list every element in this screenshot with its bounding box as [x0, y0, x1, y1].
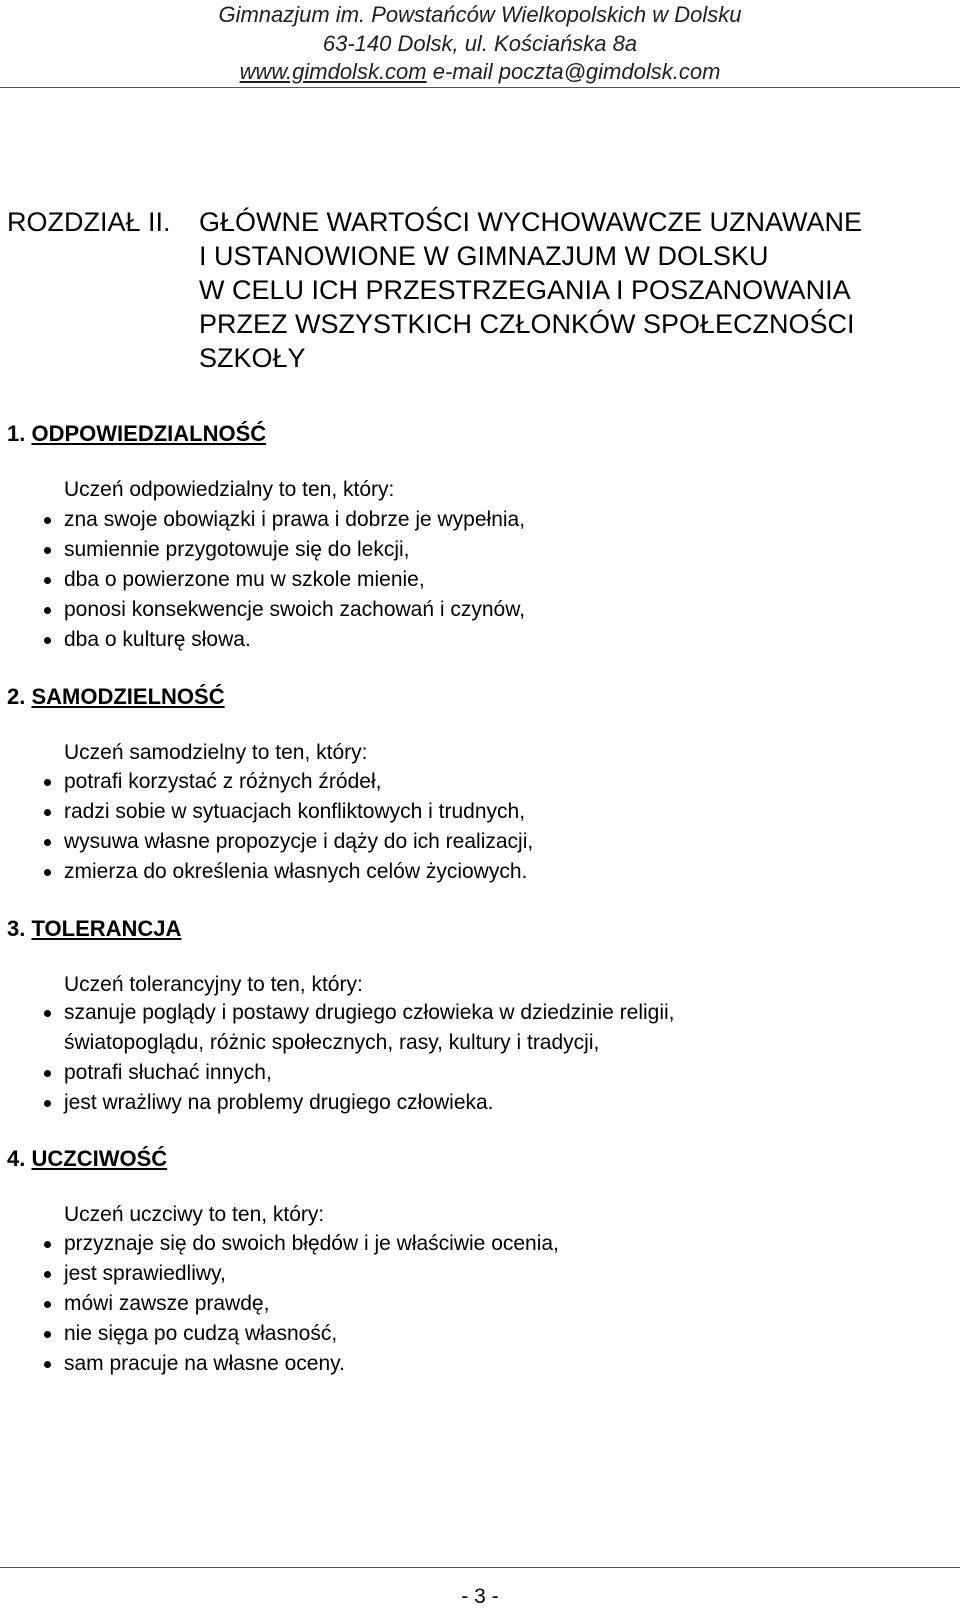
- bullet-icon: [44, 779, 51, 786]
- section-intro: Uczeń uczciwy to ten, który:: [64, 1203, 325, 1226]
- section-heading-responsibility: [7, 420, 266, 448]
- bullet-icon: [44, 607, 51, 614]
- bullet-icon: [44, 1331, 51, 1338]
- list-item: sam pracuje na własne oceny.: [0, 1349, 960, 1379]
- bullet-icon: [44, 839, 51, 846]
- list-item: zmierza do określenia własnych celów życiowych.: [0, 857, 960, 887]
- bullet-icon: [44, 1100, 51, 1107]
- list-item: przyznaje się do swoich błędów i je właściwie ocenia,: [0, 1229, 960, 1259]
- value-list-responsibility: [0, 505, 960, 655]
- value-list-honesty: [0, 1229, 960, 1379]
- bullet-icon: [44, 869, 51, 876]
- chapter-title-line: W CELU ICH PRZESTRZEGANIA I POSZANOWANIA: [199, 275, 851, 305]
- email-text: e-mail poczta@gimdolsk.com: [432, 59, 721, 84]
- chapter-title-line: GŁÓWNE WARTOŚCI WYCHOWAWCZE UZNAWANE: [199, 207, 862, 237]
- bullet-icon: [44, 637, 51, 644]
- section-number: 1.: [7, 421, 26, 446]
- list-item: szanuje poglądy i postawy drugiego człowieka w dziedzinie religii,: [0, 998, 960, 1028]
- list-item: jest wrażliwy na problemy drugiego człowieka.: [0, 1088, 960, 1118]
- list-item: wysuwa własne propozycje i dąży do ich realizacji,: [0, 827, 960, 857]
- list-item: jest sprawiedliwy,: [0, 1259, 960, 1289]
- section-heading-tolerance: [7, 915, 181, 943]
- section-heading-independence: [7, 683, 225, 711]
- document-header: [0, 0, 960, 89]
- list-item: dba o kulturę słowa.: [0, 625, 960, 655]
- footer-divider: [0, 1567, 960, 1568]
- section-intro: Uczeń odpowiedzialny to ten, który:: [64, 478, 395, 501]
- list-item-continuation: światopoglądu, różnic społecznych, rasy, kultury i tradycji,: [64, 1031, 600, 1054]
- list-item: potrafi słuchać innych,: [0, 1058, 960, 1088]
- chapter-label: ROZDZIAŁ II.: [7, 207, 171, 237]
- list-item: mówi zawsze prawdę,: [0, 1289, 960, 1319]
- bullet-icon: [44, 1271, 51, 1278]
- section-intro: Uczeń tolerancyjny to ten, który:: [64, 973, 363, 996]
- section-title: SAMODZIELNOŚĆ: [31, 684, 225, 709]
- bullet-icon: [44, 1010, 51, 1017]
- section-number: 2.: [7, 684, 26, 709]
- value-list-independence: [0, 767, 960, 887]
- bullet-icon: [44, 1241, 51, 1248]
- section-number: 3.: [7, 916, 26, 941]
- school-address: 63-140 Dolsk, ul. Kościańska 8a: [322, 31, 638, 56]
- list-item: nie sięga po cudzą własność,: [0, 1319, 960, 1349]
- bullet-icon: [44, 1361, 51, 1368]
- chapter-title-line: PRZEZ WSZYSTKICH CZŁONKÓW SPOŁECZNOŚCI: [199, 309, 855, 339]
- list-item: dba o powierzone mu w szkole mienie,: [0, 565, 960, 595]
- chapter-title: [199, 205, 959, 375]
- section-number: 4.: [7, 1146, 26, 1171]
- list-item: ponosi konsekwencje swoich zachowań i czynów,: [0, 595, 960, 625]
- bullet-icon: [44, 547, 51, 554]
- bullet-icon: [44, 809, 51, 816]
- header-divider: [0, 87, 960, 88]
- section-title: ODPOWIEDZIALNOŚĆ: [31, 421, 267, 446]
- section-intro: Uczeń samodzielny to ten, który:: [64, 741, 368, 764]
- value-list-tolerance: [0, 998, 960, 1118]
- bullet-icon: [44, 1070, 51, 1077]
- school-contact: [0, 57, 960, 86]
- bullet-icon: [44, 517, 51, 524]
- chapter-title-line: SZKOŁY: [199, 343, 306, 373]
- list-item: zna swoje obowiązki i prawa i dobrze je wypełnia,: [0, 505, 960, 535]
- section-title: UCZCIWOŚĆ: [31, 1146, 168, 1171]
- section-heading-honesty: [7, 1145, 167, 1173]
- page-number: - 3 -: [461, 1585, 499, 1608]
- school-name: Gimnazjum im. Powstańców Wielkopolskich w Dolsku: [218, 2, 742, 27]
- list-item: sumiennie przygotowuje się do lekcji,: [0, 535, 960, 565]
- section-title: TOLERANCJA: [31, 916, 182, 941]
- chapter-title-line: I USTANOWIONE W GIMNAZJUM W DOLSKU: [199, 241, 769, 271]
- website-link[interactable]: www.gimdolsk.com: [239, 59, 427, 84]
- list-item: radzi sobie w sytuacjach konfliktowych i trudnych,: [0, 797, 960, 827]
- bullet-icon: [44, 577, 51, 584]
- bullet-icon: [44, 1301, 51, 1308]
- list-item: potrafi korzystać z różnych źródeł,: [0, 767, 960, 797]
